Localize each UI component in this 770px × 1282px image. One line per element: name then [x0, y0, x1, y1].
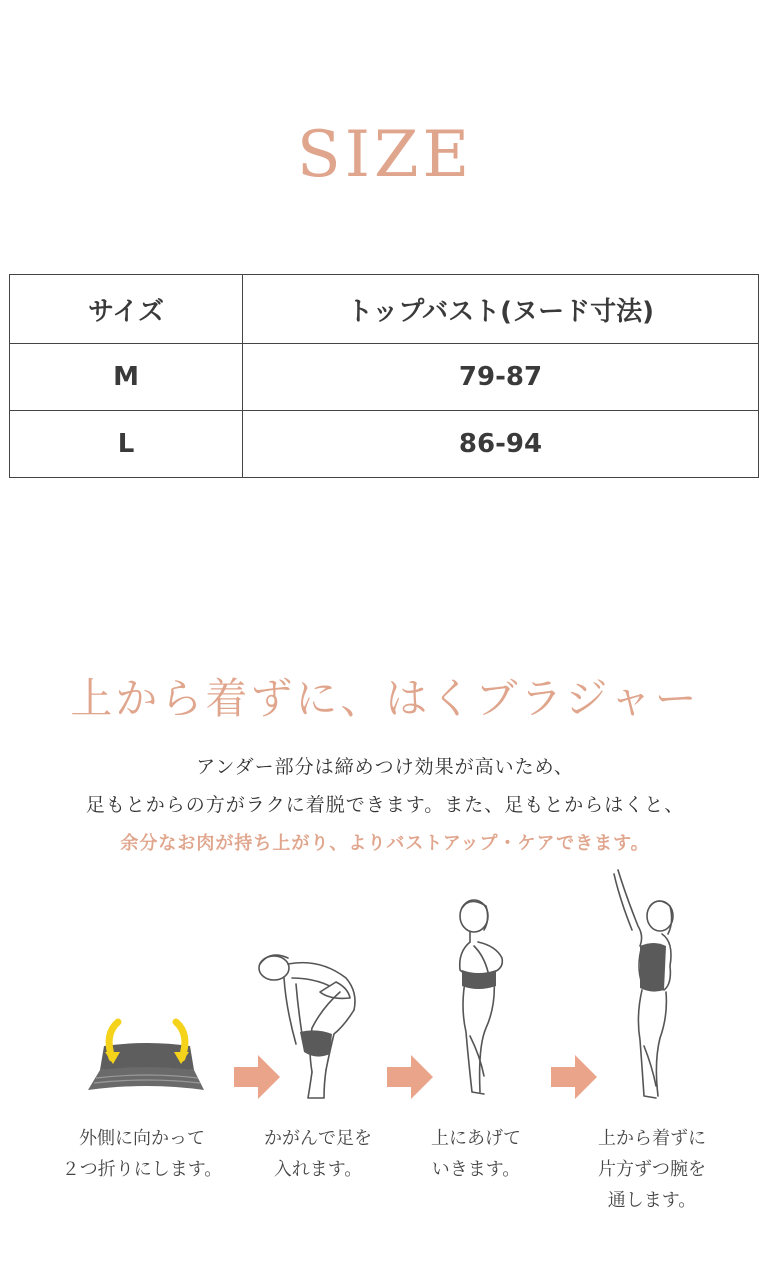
size-cell: M: [10, 344, 243, 411]
step-caption: かがんで足を 入れます。: [264, 1128, 372, 1180]
description-line: 足もとからの方がラクに着脱できます。また、足もとからはくと、: [85, 794, 685, 816]
header-top-bust: トップバスト(ヌード寸法): [243, 275, 759, 344]
step-caption: 外側に向かって ２つ折りにします。: [61, 1128, 223, 1180]
description-line: アンダー部分は締めつけ効果が高いため、: [196, 756, 574, 778]
description-highlight: 余分なお肉が持ち上がり、よりバストアップ・ケアできます。: [120, 833, 650, 854]
standing-woman-icon: [440, 896, 520, 1106]
crouching-woman-icon: [250, 948, 370, 1106]
step-caption: 上にあげて いきます。: [431, 1128, 521, 1180]
howto-headline: 上から着ずに、はくブラジャー: [70, 674, 700, 723]
header-size: サイズ: [10, 275, 243, 344]
arrow-right-icon: [387, 1055, 433, 1099]
size-title: SIZE: [296, 118, 474, 192]
raising-arm-woman-icon: [602, 866, 692, 1106]
table-header-row: [10, 275, 759, 344]
bust-cell: 86-94: [243, 411, 759, 478]
bust-cell: 79-87: [243, 344, 759, 411]
arrow-right-icon: [551, 1055, 597, 1099]
table-row: [10, 411, 759, 478]
table-row: [10, 344, 759, 411]
size-table: [9, 274, 759, 478]
folded-garment-icon: [82, 1012, 212, 1098]
size-cell: L: [10, 411, 243, 478]
step-caption: 上から着ずに 片方ずつ腕を 通します。: [598, 1128, 706, 1211]
